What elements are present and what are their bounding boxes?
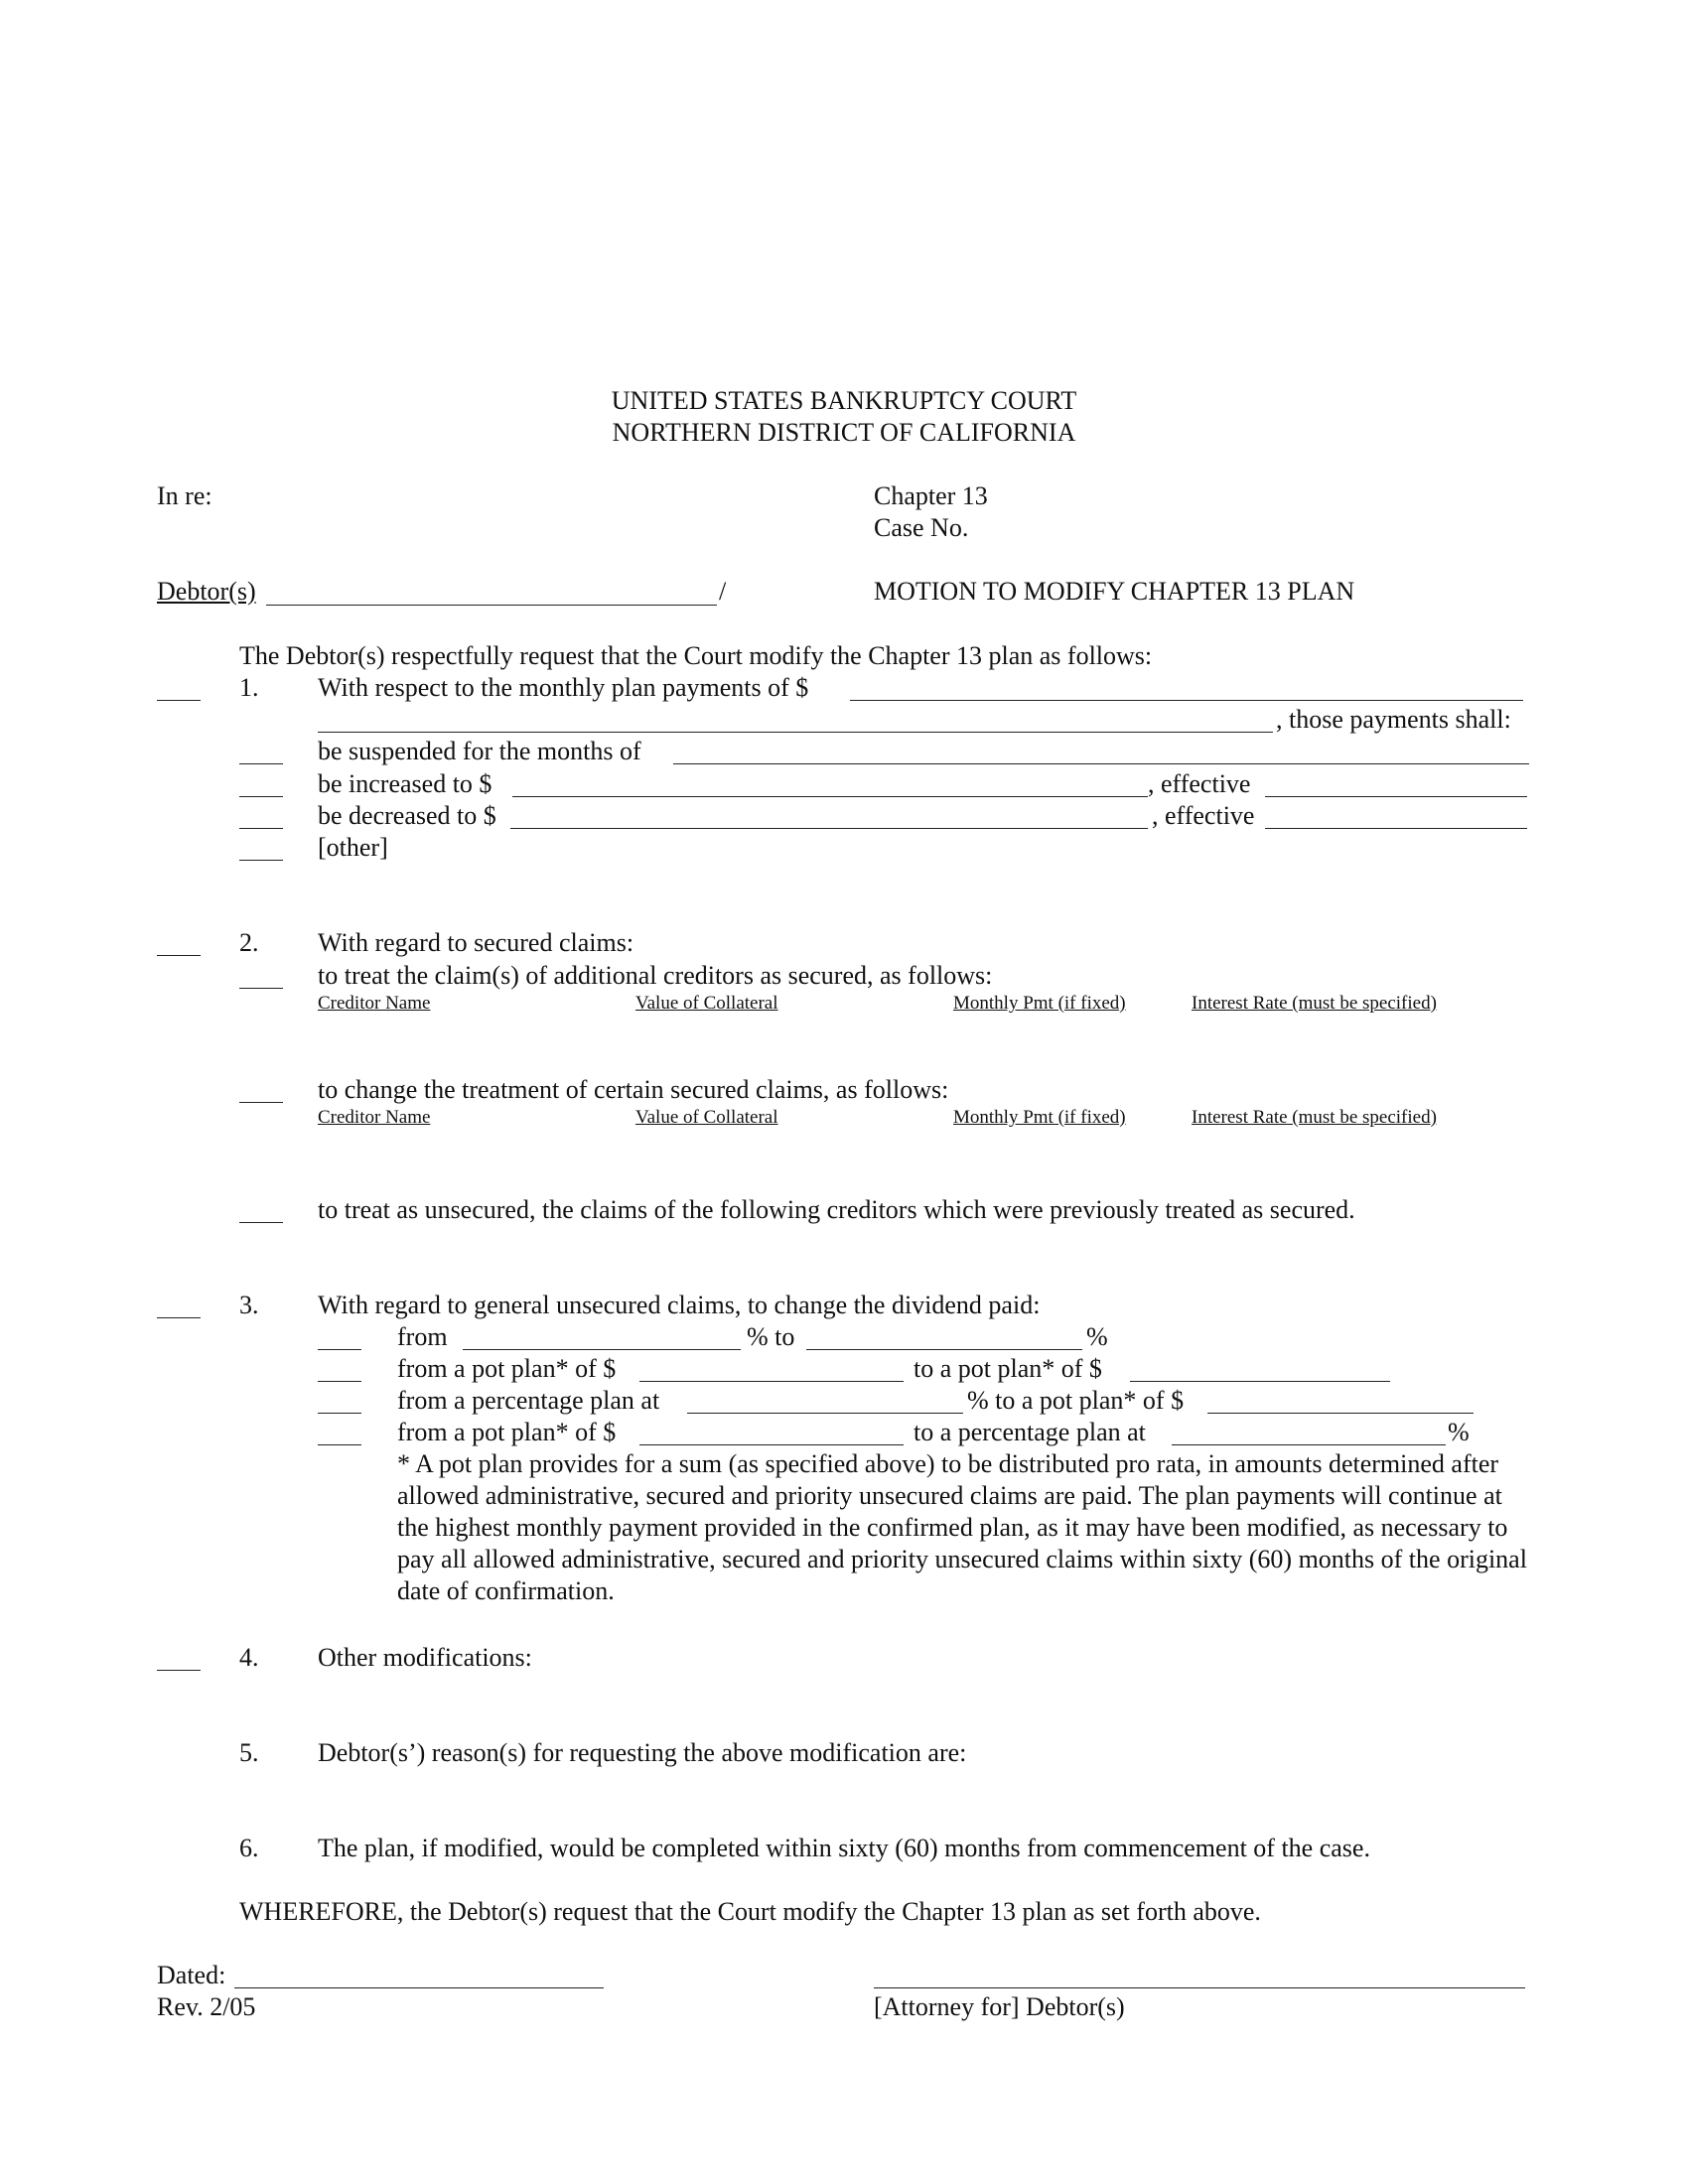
item-1-tail: , those payments shall: [1276,705,1511,734]
decreased-amount-field[interactable] [510,828,1148,829]
pct-to-pot-checkbox[interactable] [318,1413,361,1414]
decreased-checkbox[interactable] [239,828,283,829]
pct-to-label: % to [747,1322,795,1351]
from-pot-field-2[interactable] [639,1444,904,1445]
increased-effective-label: , effective [1148,769,1251,798]
col-monthly-pmt-2: Monthly Pmt (if fixed) [953,1107,1126,1128]
item-2-text: With regard to secured claims: [318,928,634,957]
treat-unsecured-label: to treat as unsecured, the claims of the following creditors which were previously treated as secured. [318,1195,1355,1224]
item-6-number: 6. [239,1834,259,1862]
increased-checkbox[interactable] [239,796,283,797]
motion-title: MOTION TO MODIFY CHAPTER 13 PLAN [874,577,1355,606]
from-label: from [397,1322,448,1351]
decreased-effective-field[interactable] [1265,828,1527,829]
wherefore-text: WHEREFORE, the Debtor(s) request that the Court modify the Chapter 13 plan as set forth above. [239,1897,1261,1926]
col-monthly-pmt: Monthly Pmt (if fixed) [953,993,1126,1014]
item-1-number: 1. [239,673,259,702]
item-3-number: 3. [239,1291,259,1319]
other-label: [other] [318,833,388,862]
debtors-name-field[interactable] [266,605,717,606]
increased-label: be increased to $ [318,769,492,798]
revision-label: Rev. 2/05 [157,1992,256,2021]
district-name: NORTHERN DISTRICT OF CALIFORNIA [612,418,1076,447]
treat-unsecured-checkbox[interactable] [239,1222,283,1223]
monthly-payment-field[interactable] [850,700,1523,701]
pot-to-pot-checkbox[interactable] [318,1381,361,1382]
pot-to-pct-checkbox[interactable] [318,1444,361,1445]
item-3-checkbox[interactable] [157,1317,201,1318]
col-value-collateral: Value of Collateral [635,993,778,1014]
pct-label-2: % [1448,1418,1470,1446]
intro-text: The Debtor(s) respectfully request that the Court modify the Chapter 13 plan as follows: [239,641,1153,670]
pct-to-pot-label: % to a pot plan* of $ [967,1386,1185,1415]
from-pct-field[interactable] [463,1349,741,1350]
pot-plan-footnote: * A pot plan provides for a sum (as specified above) to be distributed pro rata, in amounts determined after allowed administrative, secured and priority unsecured claims are paid. The plan payments will continue at the highest monthly payment provided in the confirmed plan, as it may have been modified, as necessary to pay all allowed administrative, secured and priority unsecured claims within sixty (60) months of the original date of confirmation. [397,1449,1527,1605]
col-value-collateral-2: Value of Collateral [635,1107,778,1128]
signature-label: [Attorney for] Debtor(s) [874,1992,1125,2021]
to-pct-plan-label: to a percentage plan at [914,1418,1146,1446]
pct-to-pot-field[interactable] [1207,1413,1474,1414]
signature-line[interactable] [874,1987,1525,1988]
item-1-checkbox[interactable] [157,700,201,701]
monthly-payment-field-2[interactable] [318,732,1273,733]
suspended-checkbox[interactable] [239,763,283,764]
from-pot-label-2: from a pot plan* of $ [397,1418,617,1446]
item-2-checkbox[interactable] [157,955,201,956]
col-interest-rate: Interest Rate (must be specified) [1192,993,1437,1014]
item-2-number: 2. [239,928,259,957]
increased-amount-field[interactable] [512,796,1148,797]
court-name: UNITED STATES BANKRUPTCY COURT [611,386,1077,415]
item-4-number: 4. [239,1643,259,1672]
suspended-label: be suspended for the months of [318,737,641,765]
chapter-label: Chapter 13 [874,481,988,510]
to-pot-label: to a pot plan* of $ [914,1354,1102,1383]
item-3-text: With regard to general unsecured claims, to change the dividend paid: [318,1291,1041,1319]
change-treatment-label: to change the treatment of certain secured claims, as follows: [318,1075,949,1104]
dated-label: Dated: [157,1961,226,1989]
increased-effective-field[interactable] [1265,796,1527,797]
pct-label: % [1086,1322,1108,1351]
from-pot-label: from a pot plan* of $ [397,1354,617,1383]
item-5-number: 5. [239,1738,259,1767]
decreased-effective-label: , effective [1152,801,1255,830]
case-no-label: Case No. [874,513,969,542]
decreased-label: be decreased to $ [318,801,496,830]
change-treatment-checkbox[interactable] [239,1102,283,1103]
additional-creditors-checkbox[interactable] [239,988,283,989]
debtors-label: Debtor(s) [157,577,256,606]
from-pct-plan-field[interactable] [687,1413,963,1414]
item-5-text: Debtor(s’) reason(s) for requesting the above modification are: [318,1738,967,1767]
to-pct-plan-field[interactable] [1172,1444,1446,1445]
to-pct-field[interactable] [806,1349,1082,1350]
in-re-label: In re: [157,481,212,510]
to-pot-field[interactable] [1130,1381,1390,1382]
item-6-text: The plan, if modified, would be completed within sixty (60) months from commencement of the case. [318,1834,1370,1862]
additional-creditors-label: to treat the claim(s) of additional creditors as secured, as follows: [318,961,993,990]
from-pct-checkbox[interactable] [318,1349,361,1350]
suspended-months-field[interactable] [673,763,1529,764]
other-checkbox[interactable] [239,860,283,861]
col-interest-rate-2: Interest Rate (must be specified) [1192,1107,1437,1128]
item-4-text: Other modifications: [318,1643,532,1672]
caption-slash: / [719,577,727,606]
col-creditor-name-2: Creditor Name [318,1107,431,1128]
item-1-text: With respect to the monthly plan payments of $ [318,673,809,702]
col-creditor-name: Creditor Name [318,993,431,1014]
item-4-checkbox[interactable] [157,1670,201,1671]
from-pct-plan-label: from a percentage plan at [397,1386,660,1415]
from-pot-field[interactable] [639,1381,904,1382]
dated-field[interactable] [234,1987,604,1988]
